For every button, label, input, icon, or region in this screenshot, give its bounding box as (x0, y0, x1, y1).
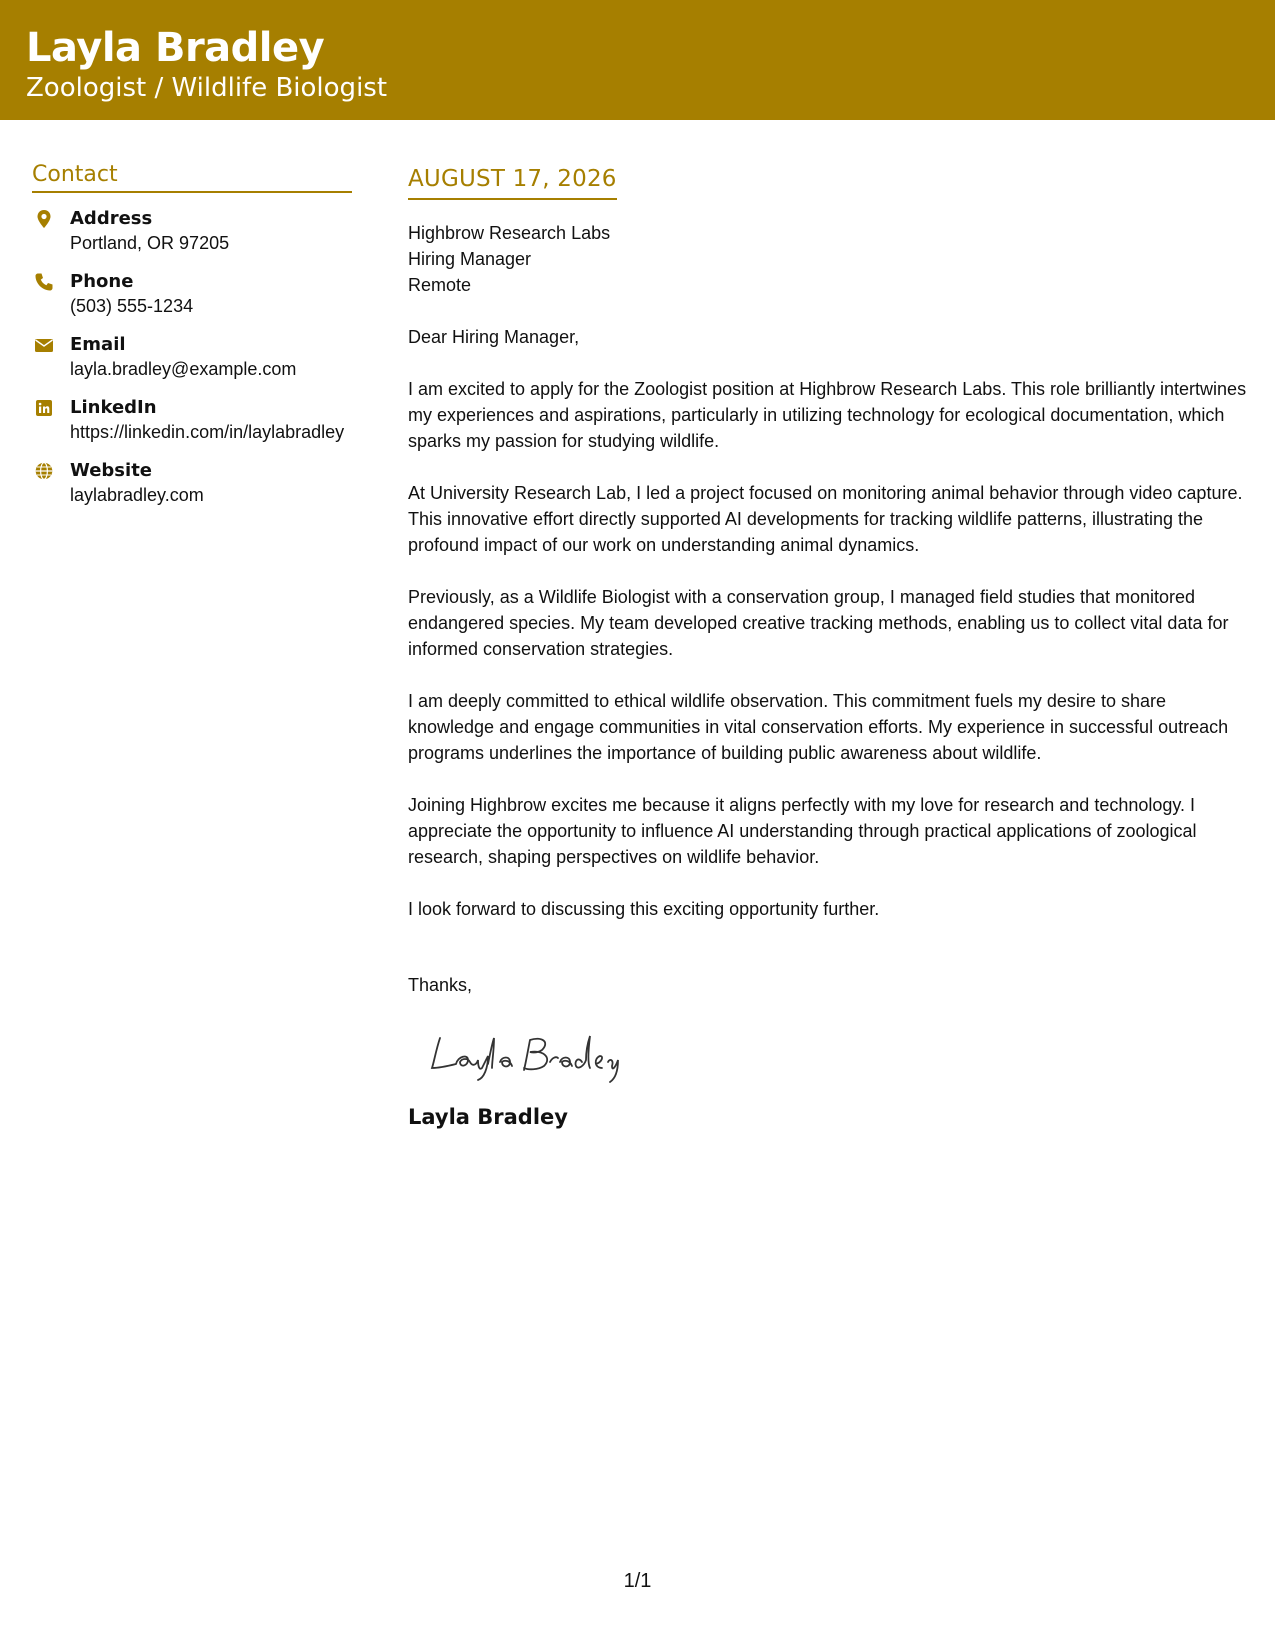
signer-name: Layla Bradley (408, 1105, 568, 1129)
envelope-icon (34, 335, 54, 355)
letter-paragraph: I look forward to discussing this exciting opportunity further. (408, 899, 880, 919)
letter-paragraph: At University Research Lab, I led a project focused on monitoring animal behavior through video capture. This innovative effort directly supported AI developments for tracking wildlife patterns, illustrating the profound impact of our work on understanding animal dynamics. (408, 483, 1243, 555)
applicant-role: Zoologist / Wildlife Biologist (26, 73, 388, 103)
letter-paragraph: Previously, as a Wildlife Biologist with a conservation group, I managed field studies that monitored endangered species. My team developed creative tracking methods, enabling us to collect vital data for informed conservation strategies. (408, 587, 1229, 659)
contact-value: https://linkedin.com/in/laylabradley (70, 422, 345, 442)
header-banner (0, 0, 1275, 120)
letter-paragraph: I am excited to apply for the Zoologist position at Highbrow Research Labs. This role brilliantly intertwines my experiences and aspirations, particularly in utilizing technology for ecological documentation, which sparks my passion for studying wildlife. (408, 379, 1247, 451)
closing: Thanks, (408, 975, 473, 995)
phone-icon (34, 272, 54, 292)
linkedin-icon (34, 398, 54, 418)
contact-list (32, 207, 352, 508)
contact-value: layla.bradley@example.com (70, 359, 297, 379)
applicant-name: Layla Bradley (26, 25, 325, 71)
contact-sidebar (32, 162, 352, 522)
globe-icon (34, 461, 54, 481)
letter-paragraph: I am deeply committed to ethical wildlife observation. This commitment fuels my desire to share knowledge and engage communities in vital conservation efforts. My experience in successful outreach programs underlines the importance of building public awareness about wildlife. (408, 691, 1229, 763)
contact-item-email (32, 333, 352, 382)
letter-paragraph: Joining Highbrow excites me because it aligns perfectly with my love for research and technology. I appreciate the opportunity to influence AI understanding through practical applications of zoological research, shaping perspectives on wildlife behavior. (408, 795, 1197, 867)
contact-value: laylabradley.com (70, 485, 204, 505)
contact-value: (503) 555-1234 (70, 296, 194, 316)
contact-item-phone (32, 270, 352, 319)
contact-label: Address (70, 208, 153, 229)
contact-item-address (32, 207, 352, 256)
letter-body (408, 166, 1248, 1130)
contact-value: Portland, OR 97205 (70, 233, 230, 253)
recipient-company: Highbrow Research Labs (408, 223, 611, 243)
contact-label: Phone (70, 271, 134, 292)
recipient-block (408, 220, 1248, 298)
contact-label: LinkedIn (70, 397, 157, 418)
greeting: Dear Hiring Manager, (408, 327, 580, 347)
contact-item-linkedin (32, 396, 352, 445)
handwritten-signature (426, 1024, 1248, 1084)
contact-heading: Contact (32, 162, 352, 193)
contact-item-website (32, 459, 352, 508)
recipient-title: Hiring Manager (408, 249, 532, 269)
map-pin-icon (34, 209, 54, 229)
recipient-location: Remote (408, 275, 472, 295)
contact-label: Email (70, 334, 126, 355)
contact-label: Website (70, 460, 153, 481)
letter-date: AUGUST 17, 2026 (408, 166, 617, 200)
page-number: 1/1 (623, 1570, 652, 1592)
